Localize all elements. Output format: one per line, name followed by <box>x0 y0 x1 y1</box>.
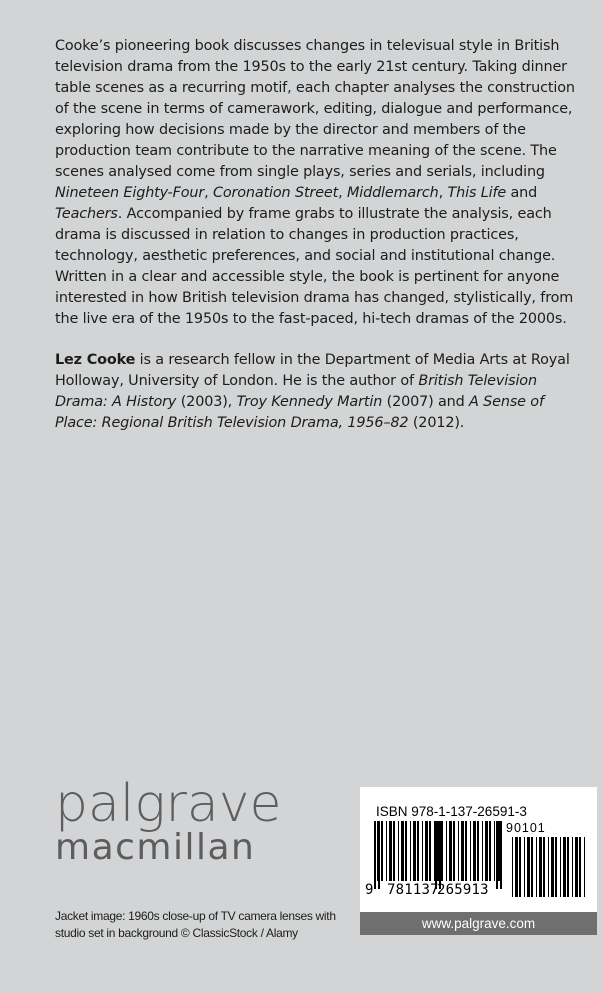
barcode-bar <box>446 821 447 881</box>
barcode-bar <box>393 821 395 881</box>
barcode-bar <box>405 821 407 881</box>
barcode-bar <box>434 821 435 881</box>
barcode-bar <box>429 821 431 881</box>
barcode-bar <box>519 837 521 897</box>
separator: , <box>338 185 347 201</box>
author-bio-paragraph <box>55 350 575 434</box>
barcode-guard-bar <box>496 821 498 889</box>
bio-text-c: (2007) and <box>382 394 470 410</box>
barcode-bar <box>465 821 467 881</box>
barcode-bar <box>381 821 383 881</box>
book-title-troy-kennedy-martin: Troy Kennedy Martin <box>236 394 383 410</box>
barcode-bar <box>413 821 416 881</box>
website-url: www.palgrave.com <box>360 912 597 935</box>
barcode-guard-bar <box>439 821 441 889</box>
barcode-bar <box>482 821 483 881</box>
barcode-bar <box>563 837 566 897</box>
barcode-bar <box>494 821 495 881</box>
title-middlemarch: Middlemarch <box>346 185 439 201</box>
bio-text-d: (2012). <box>408 415 465 431</box>
barcode-guard-bar <box>378 821 380 889</box>
title-nineteen-eighty-four: Nineteen Eighty-Four <box>55 185 205 201</box>
price-code: 90101 <box>506 821 546 835</box>
jacket-image-credit: Jacket image: 1960s close-up of TV camera lenses with studio set in background © ClassicStock / Alamy <box>55 909 336 940</box>
logo-line-macmillan: macmillan <box>55 827 256 868</box>
barcode-bar <box>536 837 537 897</box>
title-this-life: This Life <box>447 185 507 201</box>
separator: , <box>204 185 213 201</box>
book-title-sense-of-place: A Sense of Place: Regional British Television Drama, 1956–82 <box>55 394 544 431</box>
barcode-bar <box>458 821 459 881</box>
barcode-bar <box>401 821 404 881</box>
barcode-bar <box>449 821 452 881</box>
barcode-bar <box>548 837 549 897</box>
barcode-bar <box>461 821 464 881</box>
barcode-bar <box>453 821 455 881</box>
barcode-bar <box>527 837 530 897</box>
barcode-bar <box>575 837 578 897</box>
barcode-bar <box>422 821 423 881</box>
barcode-bar <box>441 821 443 881</box>
barcode-bar <box>477 821 479 881</box>
barcode-guard-bar <box>500 821 502 889</box>
isbn-label: ISBN 978-1-137-26591-3 <box>376 804 527 819</box>
barcode-bar <box>560 837 561 897</box>
barcode-bar <box>417 821 419 881</box>
isbn-barcode <box>360 787 597 912</box>
ean-left-digits: 781137 <box>387 882 439 898</box>
barcode-bar <box>543 837 545 897</box>
ean-right-digits: 265913 <box>437 882 489 898</box>
author-name: Lez Cooke <box>55 352 136 368</box>
book-blurb <box>55 36 575 434</box>
barcode-bar <box>410 821 411 881</box>
barcode-bar <box>489 821 491 881</box>
separator: , <box>438 185 448 201</box>
barcode-bar <box>531 837 533 897</box>
barcode-bar <box>539 837 542 897</box>
barcode-bar <box>389 821 392 881</box>
description-paragraph <box>55 36 575 330</box>
barcode-guard-bar <box>435 821 437 889</box>
barcode-bar <box>485 821 488 881</box>
barcode-bar <box>512 837 513 897</box>
barcode-bar <box>386 821 387 881</box>
barcode-bar <box>572 837 573 897</box>
logo-line-palgrave: palgrave <box>55 774 282 834</box>
bio-text-b: (2003), <box>176 394 237 410</box>
publisher-logo <box>55 774 282 868</box>
barcode-bar <box>473 821 476 881</box>
description-text-a: Cooke’s pioneering book discusses changes in televisual style in British television drama from the 1950s to the early 21st century. Taking dinner table scenes as a recurring motif, each chapter analyses the construction of the scene in terms of camerawork, editing, dialogue and performance, exploring how decisions made by the director and members of the production team contribute to the narrative meaning of the scene. The scenes analysed come from single plays, series and serials, including <box>55 38 575 180</box>
ean-first-digit: 9 <box>365 882 374 898</box>
barcode-bar <box>398 821 399 881</box>
separator: and <box>506 185 538 201</box>
barcode-bar <box>425 821 428 881</box>
description-text-b: . Accompanied by frame grabs to illustrate the analysis, each drama is discussed in relation to changes in production practices, technology, aesthetic preferences, and social and institutional change. Written in a clear and accessible style, the book is pertinent for anyone interested in how British television drama has changed, stylistically, from the live era of the 1950s to the fast-paced, hi-tech dramas of the 2000s. <box>55 206 574 327</box>
title-teachers: Teachers <box>55 206 118 222</box>
barcode-bar <box>567 837 569 897</box>
barcode-bar <box>555 837 557 897</box>
barcode-bar <box>470 821 471 881</box>
barcode-bar <box>579 837 581 897</box>
barcode-guard-bar <box>374 821 376 889</box>
title-coronation-street: Coronation Street <box>212 185 339 201</box>
barcode-bar <box>524 837 525 897</box>
book-title-history: British Television Drama: A History <box>55 373 537 410</box>
barcode-bar <box>551 837 554 897</box>
barcode-bar <box>584 837 585 897</box>
bio-text-a: is a research fellow in the Department of Media Arts at Royal Holloway, University of London. He is the author of <box>55 352 570 389</box>
barcode-bar <box>515 837 518 897</box>
